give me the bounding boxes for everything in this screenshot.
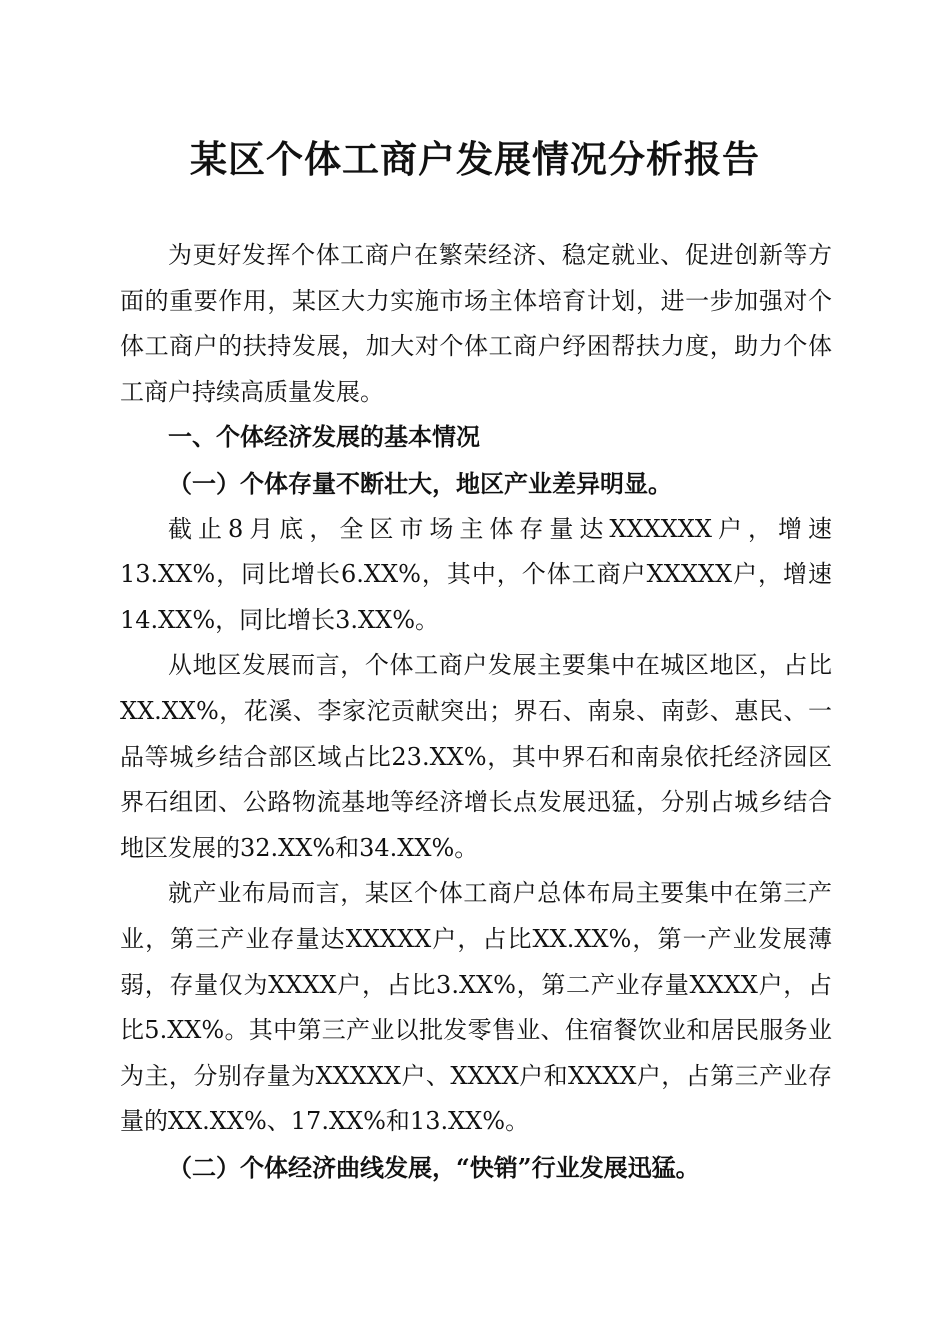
section-heading: 一、个体经济发展的基本情况 — [168, 423, 480, 452]
document-body — [120, 233, 832, 1190]
document-title: 某区个体工商户发展情况分析报告 — [190, 137, 760, 181]
subsection-heading: （一）个体存量不断壮大，地区产业差异明显。 — [168, 468, 672, 498]
intro-paragraph: 为更好发挥个体工商户在繁荣经济、稳定就业、促进创新等方面的重要作用，某区大力实施市场主体培育计划，进一步加强对个体工商户的扶持发展，加大对个体工商户纾困帮扶力度，助力个体工商户持续高质量发展。 — [120, 241, 832, 406]
body-paragraph: 截止8月底，全区市场主体存量达XXXXXX户，增速13.XX%，同比增长6.XX%，其中，个体工商户XXXXX户，增速14.XX%，同比增长3.XX%。 — [120, 514, 832, 634]
subsection-heading: （二）个体经济曲线发展，“快销”行业发展迅猛。 — [168, 1152, 700, 1182]
body-paragraph: 从地区发展而言，个体工商户发展主要集中在城区地区，占比XX.XX%，花溪、李家沱贡献突出；界石、南泉、南彭、惠民、一品等城乡结合部区域占比23.XX%，其中界石和南泉依托经济园区界石组团、公路物流基地等经济增长点发展迅猛，分别占城乡结合地区发展的32.XX%和34.XX%。 — [120, 651, 832, 862]
body-paragraph: 就产业布局而言，某区个体工商户总体布局主要集中在第三产业，第三产业存量达XXXXX户，占比XX.XX%，第一产业发展薄弱，存量仅为XXXX户，占比3.XX%，第二产业存量XXXX户，占比5.XX%。其中第三产业以批发零售业、住宿餐饮业和居民服务业为主，分别存量为XXXXX户、XXXX户和XXXX户，占第三产业存量的XX.XX%、17.XX%和13.XX%。 — [120, 879, 832, 1136]
